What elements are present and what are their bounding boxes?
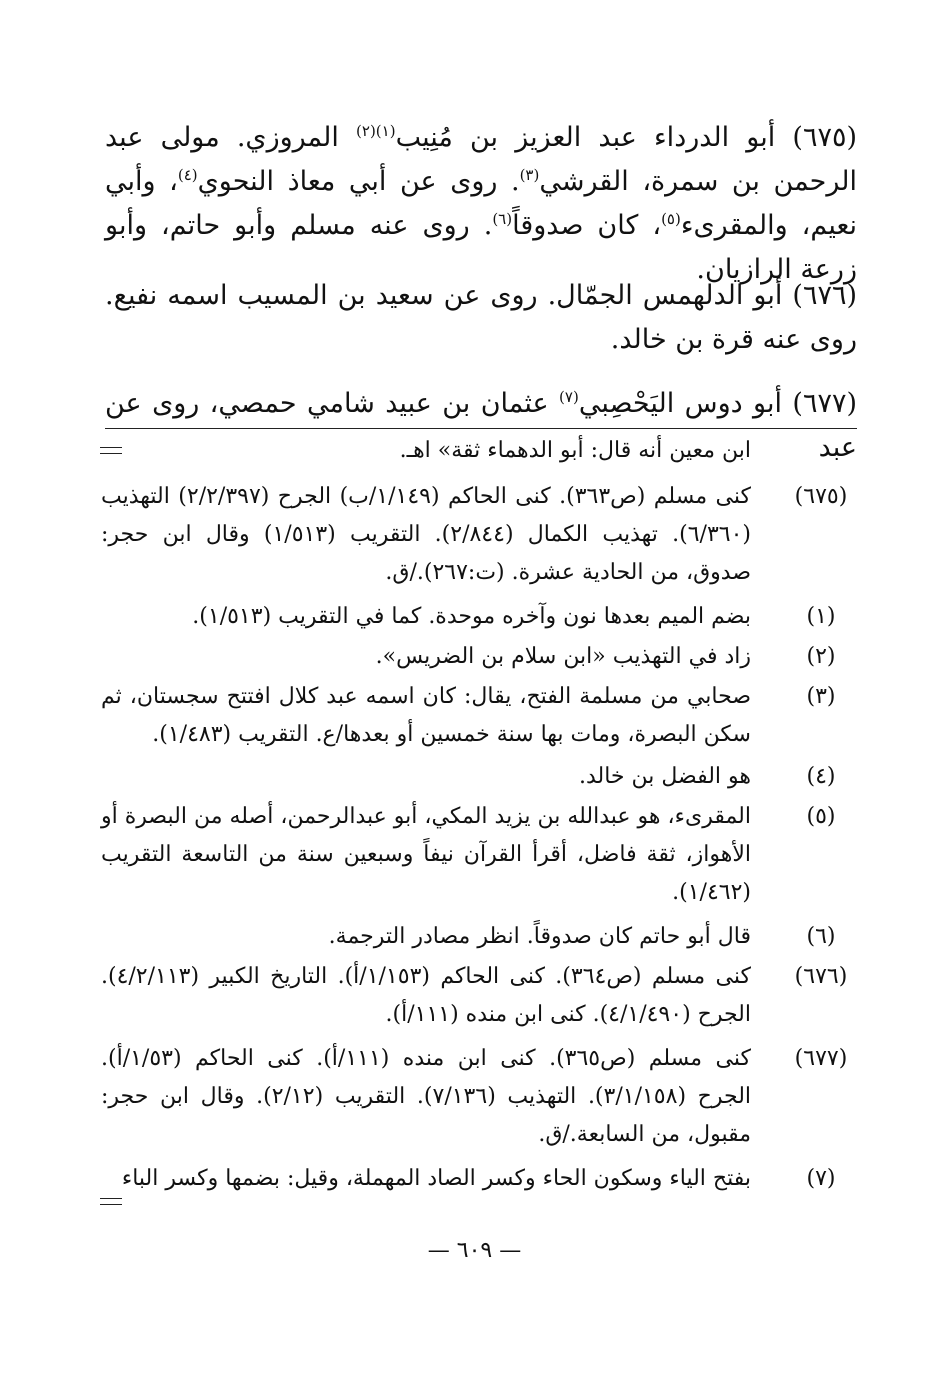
footnote-5 <box>101 798 857 912</box>
entry-675: (٦٧٥) أبو الدرداء عبد العزيز بن مُنِيب$^{(١)(٢)}$ المروزي. مولى عبد الرحمن بن سمرة، القرشي$^{(٣)}$. روى عن أبي معاذ النحوي$^{(٤)}$، وأبي نعيم، والمقرىء$^{(٥)}$، كان صدوقاً$^{(٦)}$. روى عنه مسلم وأبو حاتم، وأبو زرعة الرازيان. <box>105 122 858 285</box>
footnote-text: زاد في التهذيب «ابن سلام بن الضريس». <box>375 644 751 669</box>
footnote-number: (٣) <box>806 684 836 709</box>
footnote-continuation: ابن معين أنه قال: أبو الدهماء ثقة» اهـ. <box>399 438 751 463</box>
footnote-number: (٦٧٦) <box>794 964 848 989</box>
footnote-2 <box>101 638 857 676</box>
footnote-text: كنى مسلم (ص٣٦٤). كنى الحاكم (١/١٥٣/أ). التاريخ الكبير (٤/٢/١١٣). الجرح (٤/١/٤٩٠). كنى ابن منده (١١١/أ). <box>101 964 751 1027</box>
footnote-4 <box>101 758 857 796</box>
footnote-ref: (٦) <box>492 210 513 228</box>
footnote-676 <box>101 958 857 1034</box>
footnote-ref: (٧) <box>559 388 579 406</box>
footnote-number: (٦٧٥) <box>794 484 848 509</box>
footnote-6 <box>101 918 857 956</box>
footnote-text: صحابي من مسلمة الفتح، يقال: كان اسمه عبد كلال افتتح سجستان، ثم سكن البصرة، ومات بها سنة خمسين أو بعدها/ع. التقريب (١/٤٨٣). <box>101 684 751 747</box>
footnote-number: (٦) <box>806 924 836 949</box>
continuation-mark <box>100 447 122 454</box>
footnote-675 <box>101 478 857 592</box>
footnote-number: (٥) <box>806 804 836 829</box>
footnote-text: هو الفضل بن خالد. <box>578 764 751 789</box>
continuation-mark <box>100 1198 122 1205</box>
footnote-1 <box>101 598 857 636</box>
footnote-ref: (١)(٢) <box>356 122 396 140</box>
footnote-text: قال أبو حاتم كان صدوقاً. انظر مصادر الترجمة. <box>328 924 751 949</box>
footnote-ref: (٣) <box>519 166 540 184</box>
footnote-text: المقرىء، هو عبدالله بن يزيد المكي، أبو عبدالرحمن، أصله من البصرة أو الأهواز، ثقة فاضل، أقرأ القرآن نيفاً وسبعين سنة من التاسعة التقريب (١/٤٦٢). <box>101 804 751 905</box>
footnote-text: كنى مسلم (ص٣٦٣). كنى الحاكم (١/١٤٩/ب) الجرح (٢/٢/٣٩٧) التهذيب (٦/٣٦٠). تهذيب الكمال (٢/٨٤٤). التقريب (١/٥١٣) وقال ابن حجر: صدوق، من الحادية عشرة. (ت:٢٦٧)./ق. <box>101 484 752 585</box>
footnote-ref: (٤) <box>177 166 198 184</box>
footnote-text: كنى مسلم (ص٣٦٥). كنى ابن منده (١١١/أ). كنى الحاكم (١/٥٣/أ). الجرح (٣/١/١٥٨). التهذيب (٧/١٣٦). التقريب (٢/١٢). وقال ابن حجر: مقبول، من السابعة./ق. <box>101 1046 752 1147</box>
footnote-text: بفتح الياء وسكون الحاء وكسر الصاد المهملة، وقيل: بضمها وكسر الباء <box>121 1166 751 1191</box>
footnote-number: (٤) <box>806 764 836 789</box>
footnote-3 <box>101 678 857 754</box>
footnote-7 <box>101 1160 857 1198</box>
entry-677: (٦٧٧) أبو دوس اليَحْصِبي$^{(٧)}$ عثمان بن عبيد شامي حمصي، روى عن عبد <box>105 388 857 463</box>
footnote-ref: (٥) <box>661 210 681 228</box>
page-number: — ٦٠٩ — <box>427 1238 522 1263</box>
footnote-677 <box>101 1040 857 1154</box>
footnote-number: (٧) <box>806 1166 836 1191</box>
footnote-number: (٢) <box>806 644 836 669</box>
footnote-separator <box>105 428 857 429</box>
entry-676: (٦٧٦) أبو الدلهمس الجمّال. روى عن سعيد بن المسيب اسمه نفيع. روى عنه قرة بن خالد. <box>105 280 857 355</box>
footnote-text: بضم الميم بعدها نون وآخره موحدة. كما في التقريب (١/٥١٣). <box>192 604 751 629</box>
footnote-number: (٦٧٧) <box>794 1046 848 1071</box>
footnote-number: (١) <box>806 604 836 629</box>
